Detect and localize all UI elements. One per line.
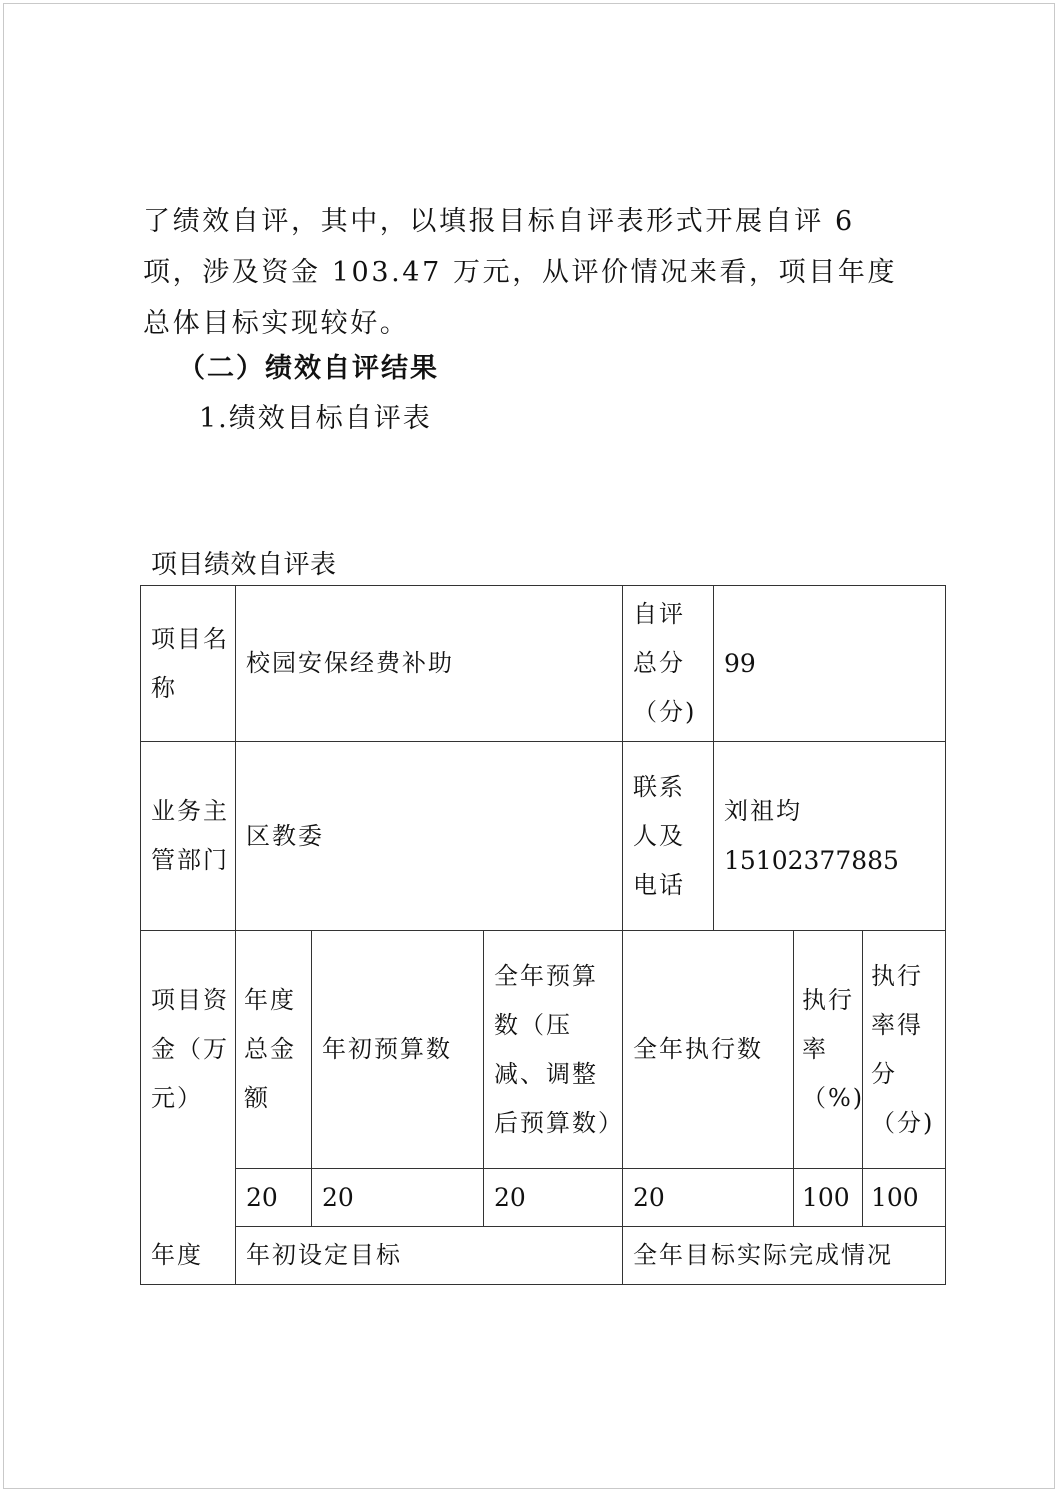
funds-value-executed: 20	[623, 1169, 794, 1227]
funds-label-continued	[141, 1169, 236, 1227]
table-row	[141, 1227, 946, 1285]
contact-label: 联系人及电话	[623, 742, 714, 931]
funds-value-adjusted: 20	[484, 1169, 623, 1227]
table-row	[141, 931, 946, 1169]
funds-value-rate-score: 100	[863, 1169, 946, 1227]
table-row	[141, 742, 946, 931]
funds-value-total: 20	[236, 1169, 312, 1227]
year-label: 年度	[141, 1227, 236, 1285]
table-row	[141, 1169, 946, 1227]
subsection-heading: 1.绩效目标自评表	[199, 403, 432, 434]
self-evaluation-table	[140, 585, 946, 1285]
funds-header-rate-score: 执行率得分（分)	[863, 931, 946, 1169]
funds-header-initial: 年初预算数	[312, 931, 484, 1169]
contact-name: 刘祖均	[724, 797, 802, 825]
body-paragraph: 了绩效自评，其中，以填报目标自评表形式开展自评 6 项，涉及资金 103.47 万元，从评价情况来看，项目年度总体目标实现较好。	[143, 206, 898, 339]
funds-header-adjusted: 全年预算数（压减、调整后预算数）	[484, 931, 623, 1169]
contact-phone: 15102377885	[724, 846, 899, 875]
initial-goal-label: 年初设定目标	[236, 1227, 623, 1285]
actual-goal-label: 全年目标实际完成情况	[623, 1227, 946, 1285]
funds-value-initial: 20	[312, 1169, 484, 1227]
funds-value-rate: 100	[794, 1169, 863, 1227]
funds-header-executed: 全年执行数	[623, 931, 794, 1169]
dept-value: 区教委	[236, 742, 623, 931]
funds-label: 项目资金（万元）	[141, 931, 236, 1169]
dept-label: 业务主管部门	[141, 742, 236, 931]
funds-header-total: 年度总金额	[236, 931, 312, 1169]
table-row	[141, 586, 946, 742]
project-name-label: 项目名称	[141, 586, 236, 742]
score-value: 99	[714, 586, 946, 742]
funds-header-rate: 执行率（%)	[794, 931, 863, 1169]
section-heading: （二）绩效自评结果	[178, 353, 439, 384]
score-label: 自评总分（分)	[623, 586, 714, 742]
contact-value	[714, 742, 946, 931]
project-name-value: 校园安保经费补助	[236, 586, 623, 742]
table-caption: 项目绩效自评表	[151, 550, 337, 580]
